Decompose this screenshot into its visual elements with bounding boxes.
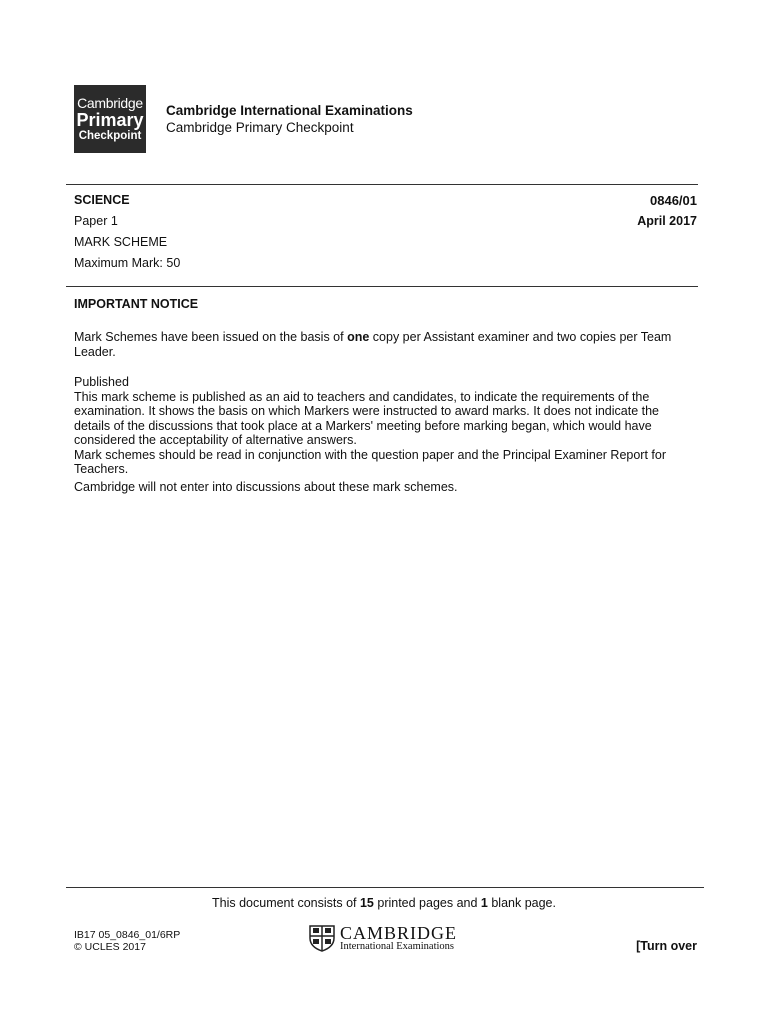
logo-line-cambridge: Cambridge [77, 94, 143, 111]
page-count-text-1: This document consists of [212, 896, 360, 910]
cambridge-international-logo [309, 924, 457, 953]
page-count-note [0, 896, 768, 910]
notice-published-section [74, 375, 698, 494]
notice-paragraph-copies [74, 330, 698, 359]
copyright-notice: © UCLES 2017 [74, 940, 146, 953]
organisation-name: Cambridge International Examinations [166, 103, 413, 118]
programme-name: Cambridge Primary Checkpoint [166, 120, 354, 135]
published-heading: Published [74, 375, 129, 389]
page-count-text-3: blank page. [487, 896, 556, 910]
reference-code: IB17 05_0846_01/6RP [74, 929, 181, 941]
logo-line-primary: Primary [76, 109, 144, 130]
header-divider [66, 184, 698, 185]
copies-text-start: Mark Schemes have been issued on the basis of [74, 330, 348, 344]
info-divider [66, 286, 698, 287]
subject-title: SCIENCE [74, 193, 130, 207]
logo-line-checkpoint: Checkpoint [78, 129, 142, 142]
cambridge-wordmark: CAMBRIDGE [340, 923, 458, 943]
footer-divider [66, 887, 704, 888]
turn-over-label: [Turn over [636, 939, 697, 953]
no-discussion-text: Cambridge will not enter into discussions about these mark schemes. [74, 479, 458, 494]
blank-pages-count: 1 [480, 896, 488, 910]
crest-icon [309, 924, 335, 952]
exam-date: April 2017 [637, 214, 697, 228]
notice-heading: IMPORTANT NOTICE [74, 297, 199, 311]
document-reference [74, 930, 180, 953]
copies-text-end: copy per Assistant examiner and two copies per Team Leader. [74, 330, 672, 359]
read-with-text: Mark schemes should be read in conjunction with the question paper and the Principal Examiner Report for Teachers. [74, 447, 666, 476]
copies-text-bold: one [347, 330, 370, 344]
cambridge-subtitle: International Examinations [340, 941, 455, 952]
published-text: This mark scheme is published as an aid to teachers and candidates, to indicate the requirements of the examination. It shows the basis on which Markers were instructed to award marks. It does not indicate the details of the discussions that took place at a Markers' meeting before marking began, which would have considered the acceptability of alternative answers. [74, 389, 659, 447]
printed-pages-count: 15 [359, 896, 374, 910]
page-count-text-2: printed pages and [373, 896, 481, 910]
paper-code: 0846/01 [650, 193, 697, 208]
maximum-mark: Maximum Mark: 50 [74, 256, 181, 270]
paper-number: Paper 1 [74, 214, 118, 228]
document-type: MARK SCHEME [74, 235, 168, 249]
cambridge-primary-checkpoint-logo [74, 85, 146, 153]
